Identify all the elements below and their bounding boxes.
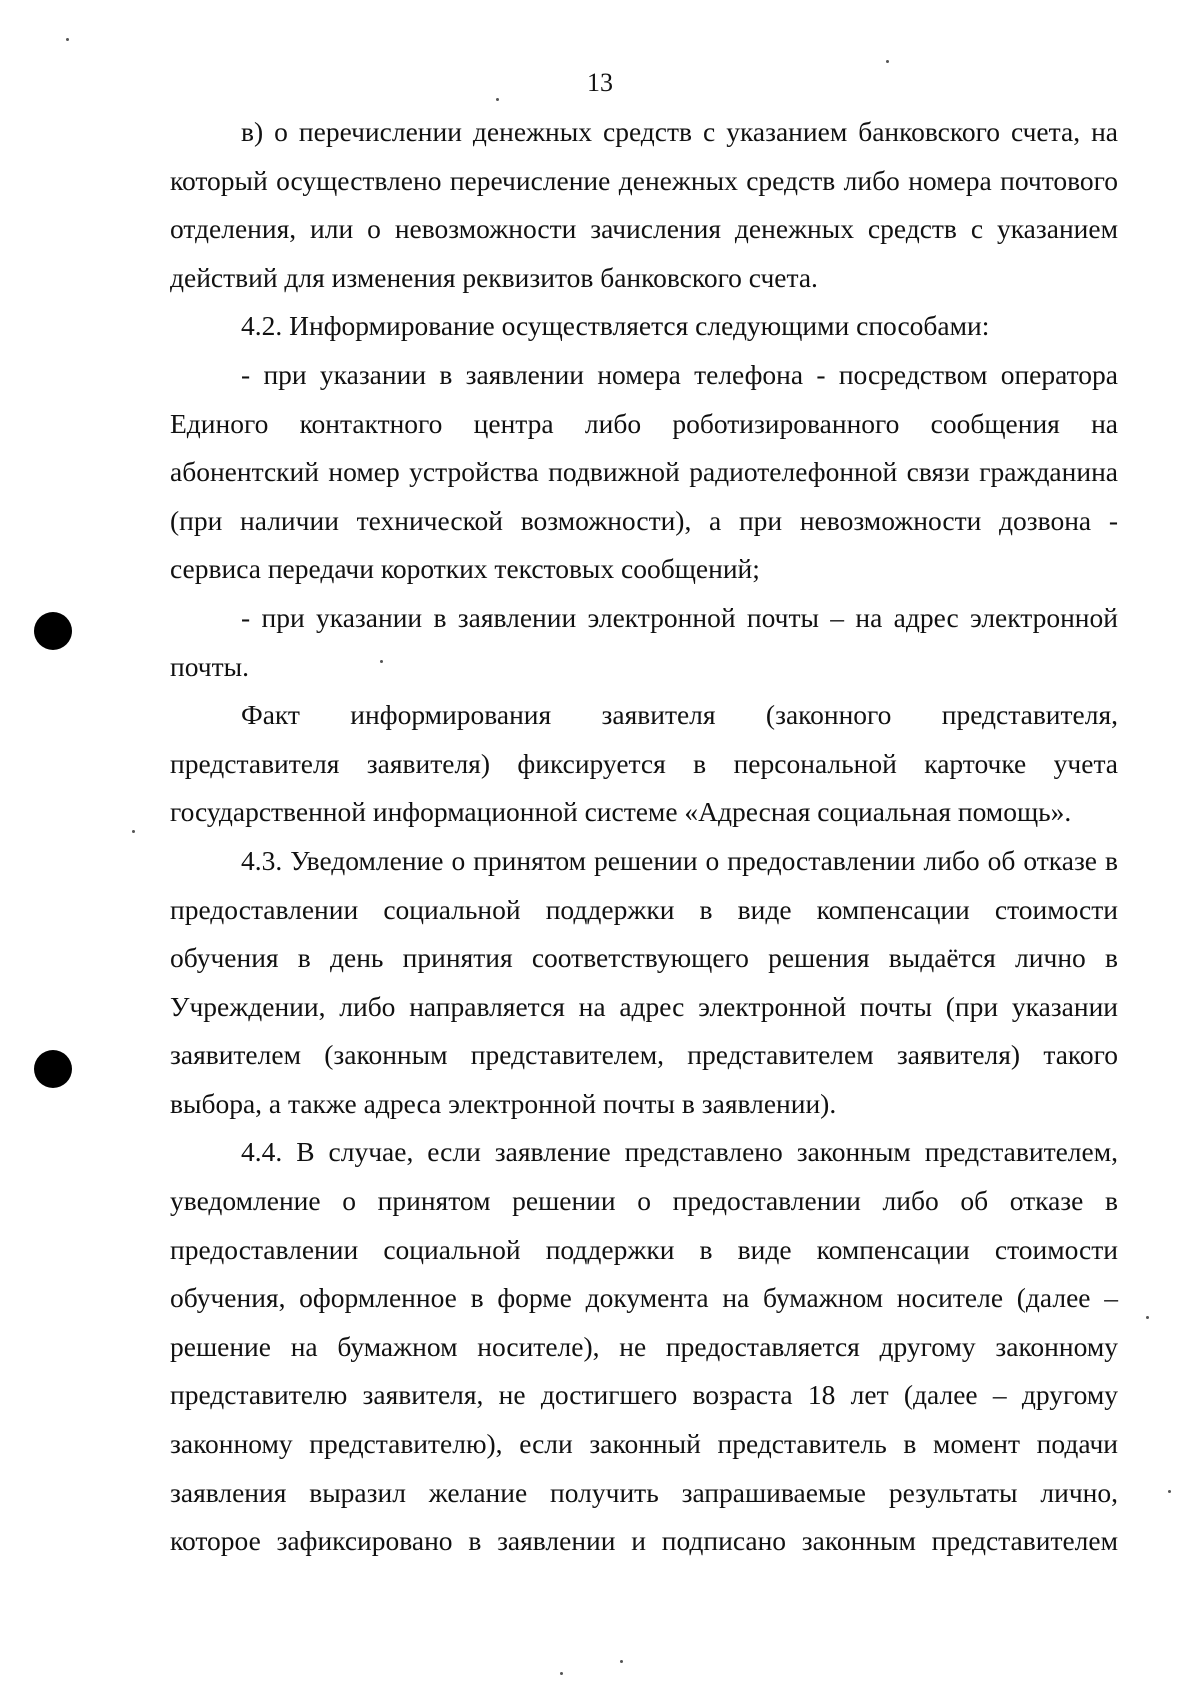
- scan-speck: [1168, 1490, 1171, 1493]
- scan-speck: [886, 60, 889, 63]
- scan-speck: [560, 1672, 563, 1675]
- scan-speck: [66, 38, 69, 41]
- paragraph-4-2-heading: 4.2. Информирование осуществляется следующими способами:: [241, 310, 990, 342]
- scan-speck: [620, 1660, 623, 1663]
- scan-speck: [1146, 1316, 1149, 1319]
- page-number: 13: [587, 68, 613, 97]
- scan-speck: [496, 98, 499, 101]
- paragraph-email-informing: - при указании в заявлении электронной почты – на адрес электронной почты.: [170, 601, 1118, 682]
- scan-speck: [132, 830, 135, 833]
- scan-speck: [380, 660, 383, 663]
- paragraph-phone-informing: - при указании в заявлении номера телефона - посредством оператора Единого контактного центра либо роботизированного сообщения на абонентский номер устройства подвижной радиотелефонной связи гражданина (при наличии технической возможности), а при невозможности дозвона - сервиса передачи коротких текстовых сообщений;: [170, 358, 1118, 585]
- paragraph-bank-notification: в) о перечислении денежных средств с указанием банковского счета, на который осуществлено перечисление денежных средств либо номера почтового отделения, или о невозможности зачисления денежных средств с указанием действий для изменения реквизитов банковского счета.: [170, 116, 1118, 293]
- paragraph-informing-fact: Факт информирования заявителя (законного представителя, представителя заявителя) фиксируется в персональной карточке учета государственной информационной системе «Адресная социальная помощь».: [170, 699, 1118, 828]
- paragraph-4-4: 4.4. В случае, если заявление представлено законным представителем, уведомление о принятом решении о предоставлении либо об отказе в предоставлении социальной поддержки в виде компенсации стоимости обучения, оформленное в форме документа на бумажном носителе (далее – решение на бумажном носителе), не предоставляется другому законному представителю заявителя, не достигшего возраста 18 лет (далее – другому законному представителю), если законный представитель в момент подачи заявления выразил желание получить запрашиваемые результаты лично, которое зафиксировано в заявлении и подписано законным представителем: [170, 1136, 1118, 1557]
- paragraph-4-3: 4.3. Уведомление о принятом решении о предоставлении либо об отказе в предоставлении социальной поддержки в виде компенсации стоимости обучения в день принятия соответствующего решения выдаётся лично в Учреждении, либо направляется на адрес электронной почты (при указании заявителем (законным представителем, представителем заявителя) такого выбора, а также адреса электронной почты в заявлении).: [170, 844, 1118, 1119]
- document-body: [170, 108, 1118, 1566]
- hole-punch-mark-bottom: [34, 1050, 72, 1088]
- hole-punch-mark-top: [34, 612, 72, 650]
